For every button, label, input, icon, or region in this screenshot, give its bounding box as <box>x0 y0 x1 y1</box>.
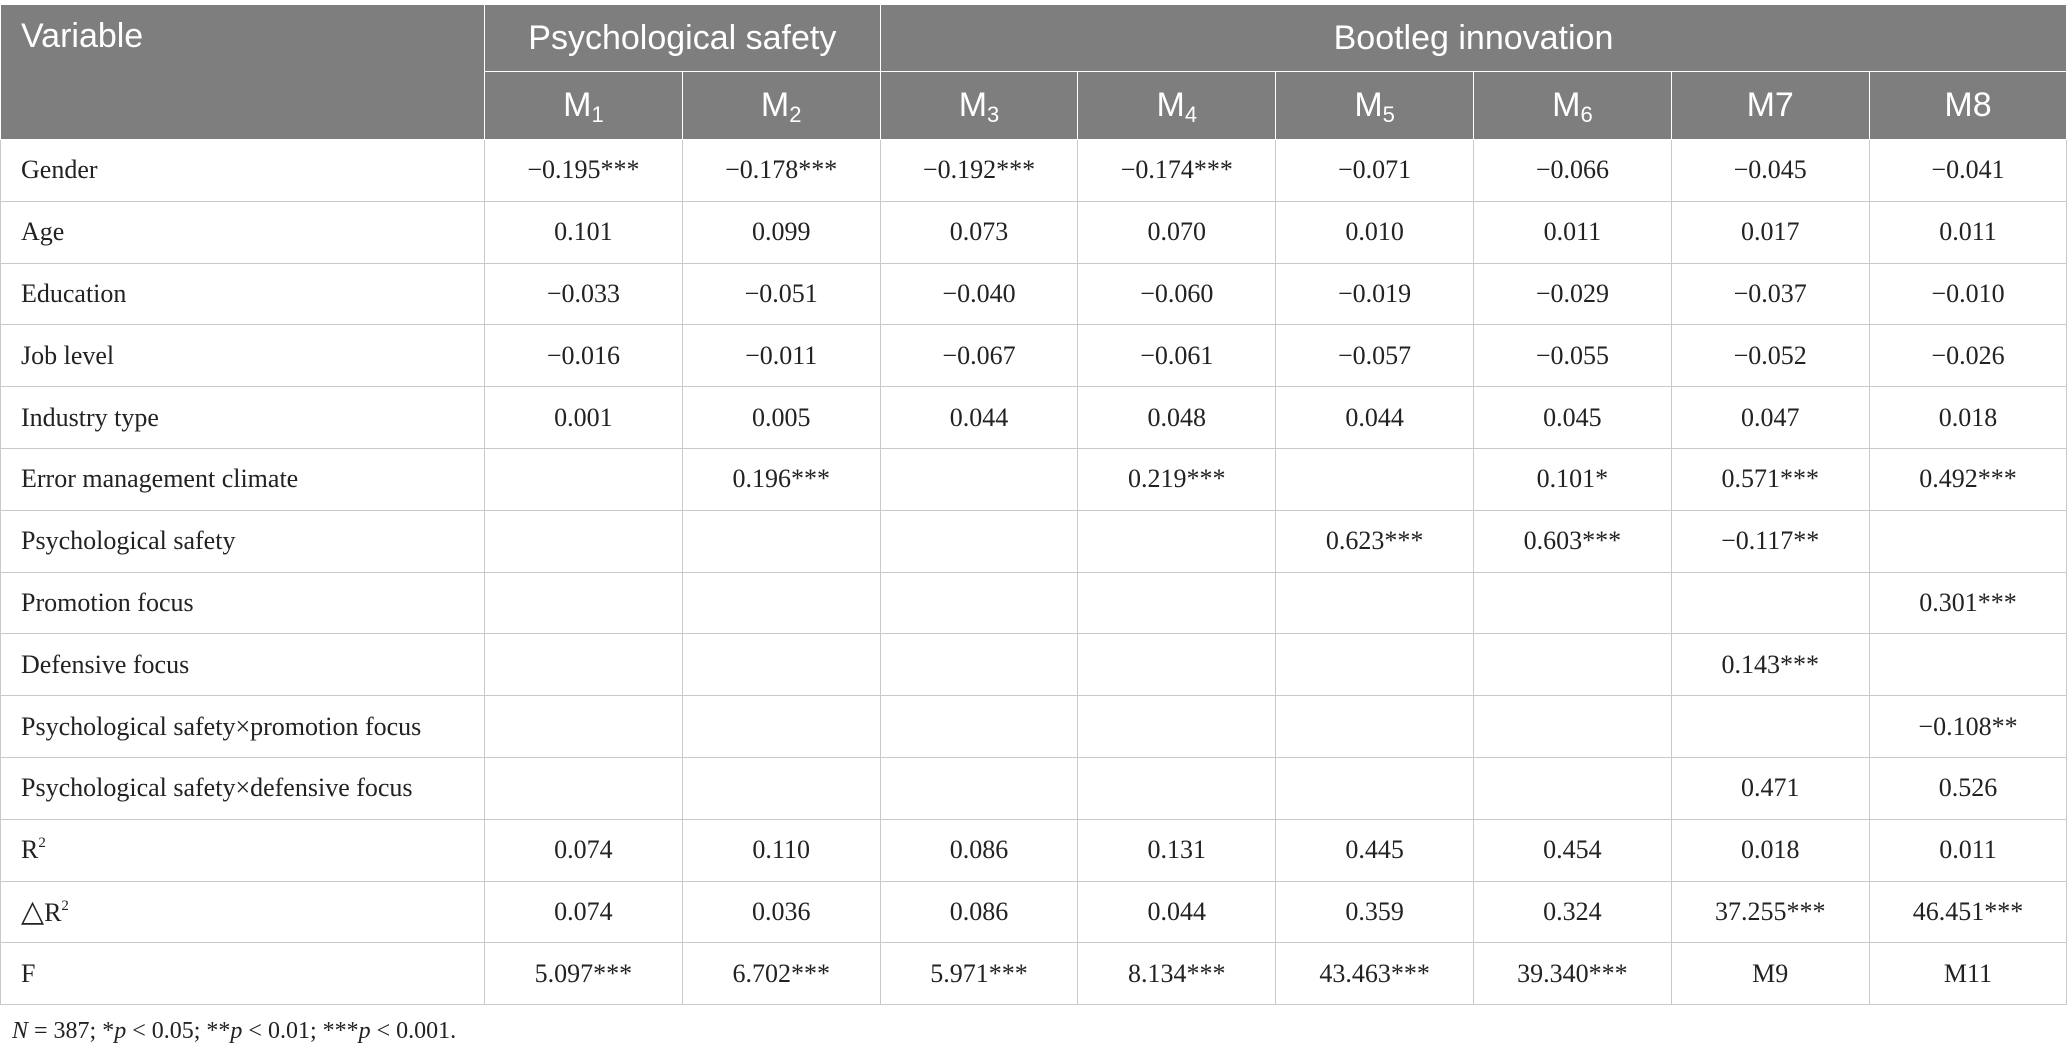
table-cell <box>485 634 683 696</box>
table-cell: 0.010 <box>1276 201 1474 263</box>
table-cell <box>1078 696 1276 758</box>
table-cell <box>1474 696 1672 758</box>
row-label <box>1 634 485 696</box>
table-cell <box>1078 757 1276 819</box>
table-cell: 0.571*** <box>1671 448 1869 510</box>
table-cell: −0.010 <box>1869 263 2067 325</box>
model-subscript: 5 <box>1382 102 1395 127</box>
header-model-2 <box>682 72 880 140</box>
table-cell: −0.174*** <box>1078 140 1276 202</box>
table-cell <box>1474 572 1672 634</box>
row-label-text: R <box>21 835 39 865</box>
table-cell: 0.047 <box>1671 387 1869 449</box>
table-cell: −0.029 <box>1474 263 1672 325</box>
row-label-text: Psychological safety×promotion focus <box>21 711 422 741</box>
table-cell: 43.463*** <box>1276 943 1474 1005</box>
table-cell: 0.074 <box>485 819 683 881</box>
table-cell: 0.017 <box>1671 201 1869 263</box>
table-cell: 0.101* <box>1474 448 1672 510</box>
table-cell: −0.071 <box>1276 140 1474 202</box>
table-header <box>1 5 2067 140</box>
table-row <box>1 757 2067 819</box>
results-table-container <box>0 4 2067 1005</box>
row-label <box>1 448 485 510</box>
table-cell <box>1276 696 1474 758</box>
table-cell <box>682 634 880 696</box>
table-cell <box>1671 572 1869 634</box>
table-cell: 0.011 <box>1869 819 2067 881</box>
model-label: M <box>1354 86 1383 124</box>
table-cell: 0.074 <box>485 881 683 943</box>
table-cell: 0.044 <box>1276 387 1474 449</box>
table-cell: 0.471 <box>1671 757 1869 819</box>
table-cell: 0.011 <box>1474 201 1672 263</box>
table-footnote <box>12 1018 456 1045</box>
table-cell <box>1276 757 1474 819</box>
table-row <box>1 140 2067 202</box>
table-cell <box>485 510 683 572</box>
table-cell <box>1276 448 1474 510</box>
table-cell: M9 <box>1671 943 1869 1005</box>
model-subscript: 6 <box>1580 102 1593 127</box>
table-cell <box>1671 696 1869 758</box>
table-cell: −0.066 <box>1474 140 1672 202</box>
table-row <box>1 263 2067 325</box>
table-cell: −0.051 <box>682 263 880 325</box>
table-cell: 0.196*** <box>682 448 880 510</box>
table-row <box>1 325 2067 387</box>
row-label-text: Promotion focus <box>21 587 194 617</box>
table-cell: 0.018 <box>1671 819 1869 881</box>
table-cell <box>880 510 1078 572</box>
row-label-text: Psychological safety <box>21 526 236 556</box>
model-label: M <box>563 86 592 124</box>
table-cell <box>1474 757 1672 819</box>
table-cell: −0.052 <box>1671 325 1869 387</box>
table-row <box>1 448 2067 510</box>
table-cell: −0.033 <box>485 263 683 325</box>
table-cell: 0.623*** <box>1276 510 1474 572</box>
table-cell: −0.192*** <box>880 140 1078 202</box>
table-cell: −0.055 <box>1474 325 1672 387</box>
table-cell <box>485 696 683 758</box>
footnote-p: p <box>358 1018 371 1044</box>
table-cell: 5.097*** <box>485 943 683 1005</box>
table-cell: 0.603*** <box>1474 510 1672 572</box>
table-cell: −0.037 <box>1671 263 1869 325</box>
model-label: M <box>958 86 988 124</box>
table-cell: 0.070 <box>1078 201 1276 263</box>
table-cell: 0.110 <box>682 819 880 881</box>
table-cell: −0.040 <box>880 263 1078 325</box>
row-label <box>1 140 485 202</box>
model-label: M <box>1552 86 1581 124</box>
table-cell: −0.108** <box>1869 696 2067 758</box>
table-cell <box>485 757 683 819</box>
row-label <box>1 881 485 943</box>
table-cell: −0.019 <box>1276 263 1474 325</box>
table-cell: 0.011 <box>1869 201 2067 263</box>
table-cell: 0.044 <box>1078 881 1276 943</box>
table-cell: 0.001 <box>485 387 683 449</box>
table-row <box>1 943 2067 1005</box>
table-cell <box>1078 634 1276 696</box>
table-cell: 0.492*** <box>1869 448 2067 510</box>
header-model-8 <box>1869 72 2067 140</box>
row-label-superscript: 2 <box>38 835 46 852</box>
table-cell <box>880 696 1078 758</box>
model-subscript: 4 <box>1184 102 1198 127</box>
row-label <box>1 572 485 634</box>
table-cell <box>485 572 683 634</box>
table-row <box>1 819 2067 881</box>
table-cell: 8.134*** <box>1078 943 1276 1005</box>
table-cell: 0.044 <box>880 387 1078 449</box>
regression-results-table <box>0 4 2067 1005</box>
row-label-text: Gender <box>21 155 98 185</box>
row-label <box>1 943 485 1005</box>
header-model-3 <box>880 72 1078 140</box>
row-label <box>1 201 485 263</box>
table-cell <box>880 757 1078 819</box>
table-cell: 5.971*** <box>880 943 1078 1005</box>
table-cell <box>682 757 880 819</box>
table-cell: 6.702*** <box>682 943 880 1005</box>
table-row <box>1 510 2067 572</box>
table-cell: 0.445 <box>1276 819 1474 881</box>
table-cell <box>1276 572 1474 634</box>
row-label-text: Psychological safety×defensive focus <box>21 773 413 803</box>
footnote-text: < 0.05; ** <box>126 1018 231 1044</box>
header-model-5 <box>1276 72 1474 140</box>
model-label: M <box>1156 86 1185 124</box>
table-cell: −0.045 <box>1671 140 1869 202</box>
table-cell <box>1474 634 1672 696</box>
table-cell: −0.011 <box>682 325 880 387</box>
table-cell: −0.067 <box>880 325 1078 387</box>
table-cell: 0.018 <box>1869 387 2067 449</box>
table-cell: 37.255*** <box>1671 881 1869 943</box>
footnote-text: < 0.001. <box>370 1018 457 1044</box>
footnote-text: < 0.01; *** <box>242 1018 359 1044</box>
table-row <box>1 572 2067 634</box>
header-model-6 <box>1474 72 1672 140</box>
model-subscript: 3 <box>987 102 1000 127</box>
row-label-text: Defensive focus <box>21 649 190 679</box>
table-cell <box>1276 634 1474 696</box>
footnote-p: p <box>114 1018 127 1044</box>
table-cell: −0.057 <box>1276 325 1474 387</box>
table-cell: 0.324 <box>1474 881 1672 943</box>
model-subscript: 1 <box>591 102 604 127</box>
table-cell: 0.219*** <box>1078 448 1276 510</box>
table-cell <box>880 448 1078 510</box>
footnote-n: N <box>12 1018 29 1044</box>
table-row <box>1 696 2067 758</box>
table-cell: 0.301*** <box>1869 572 2067 634</box>
row-label <box>1 819 485 881</box>
row-label <box>1 263 485 325</box>
table-cell: 0.005 <box>682 387 880 449</box>
header-variable: Variable <box>1 5 485 140</box>
table-cell: −0.117** <box>1671 510 1869 572</box>
row-label <box>1 325 485 387</box>
table-row <box>1 201 2067 263</box>
table-cell: 0.131 <box>1078 819 1276 881</box>
row-label <box>1 757 485 819</box>
table-cell <box>1869 510 2067 572</box>
table-cell: 0.143*** <box>1671 634 1869 696</box>
table-row <box>1 634 2067 696</box>
table-cell <box>682 572 880 634</box>
table-cell: −0.195*** <box>485 140 683 202</box>
row-label-text: Education <box>21 278 127 308</box>
table-cell <box>1869 634 2067 696</box>
table-cell <box>682 510 880 572</box>
table-cell: 46.451*** <box>1869 881 2067 943</box>
table-cell: −0.061 <box>1078 325 1276 387</box>
table-cell: −0.026 <box>1869 325 2067 387</box>
header-model-1 <box>485 72 683 140</box>
model-label: M7 <box>1746 86 1794 124</box>
table-cell <box>880 572 1078 634</box>
table-row <box>1 881 2067 943</box>
table-cell: 0.454 <box>1474 819 1672 881</box>
row-label-superscript: 2 <box>61 898 69 915</box>
row-label-text: Job level <box>21 340 115 370</box>
table-cell: −0.060 <box>1078 263 1276 325</box>
model-label: M8 <box>1944 86 1992 124</box>
row-label <box>1 387 485 449</box>
table-body <box>1 140 2067 1005</box>
table-cell: 39.340*** <box>1474 943 1672 1005</box>
row-label <box>1 696 485 758</box>
table-cell <box>1078 510 1276 572</box>
table-cell: 0.101 <box>485 201 683 263</box>
table-cell: 0.073 <box>880 201 1078 263</box>
table-cell <box>1078 572 1276 634</box>
row-label <box>1 510 485 572</box>
model-label: M <box>760 86 790 124</box>
table-cell: 0.045 <box>1474 387 1672 449</box>
row-label-text: F <box>21 958 36 988</box>
model-subscript: 2 <box>789 102 802 127</box>
table-cell <box>880 634 1078 696</box>
table-cell: 0.099 <box>682 201 880 263</box>
table-cell: M11 <box>1869 943 2067 1005</box>
table-cell <box>682 696 880 758</box>
header-model-4 <box>1078 72 1276 140</box>
row-label-text: Error management climate <box>21 464 299 494</box>
table-row <box>1 387 2067 449</box>
table-cell: 0.036 <box>682 881 880 943</box>
table-cell: 0.526 <box>1869 757 2067 819</box>
table-cell <box>485 448 683 510</box>
header-model-7 <box>1671 72 1869 140</box>
footnote-text: = 387; * <box>28 1018 115 1044</box>
table-cell: 0.359 <box>1276 881 1474 943</box>
row-label-text: Industry type <box>21 402 159 432</box>
table-cell: 0.086 <box>880 881 1078 943</box>
footnote-p: p <box>230 1018 243 1044</box>
header-group-bootleg-innovation: Bootleg innovation <box>880 5 2067 72</box>
table-cell: 0.086 <box>880 819 1078 881</box>
table-cell: −0.178*** <box>682 140 880 202</box>
table-cell: −0.016 <box>485 325 683 387</box>
row-label-text: △R <box>21 894 62 930</box>
header-group-psychological-safety: Psychological safety <box>485 5 881 72</box>
table-cell: −0.041 <box>1869 140 2067 202</box>
row-label-text: Age <box>21 217 65 247</box>
table-cell: 0.048 <box>1078 387 1276 449</box>
